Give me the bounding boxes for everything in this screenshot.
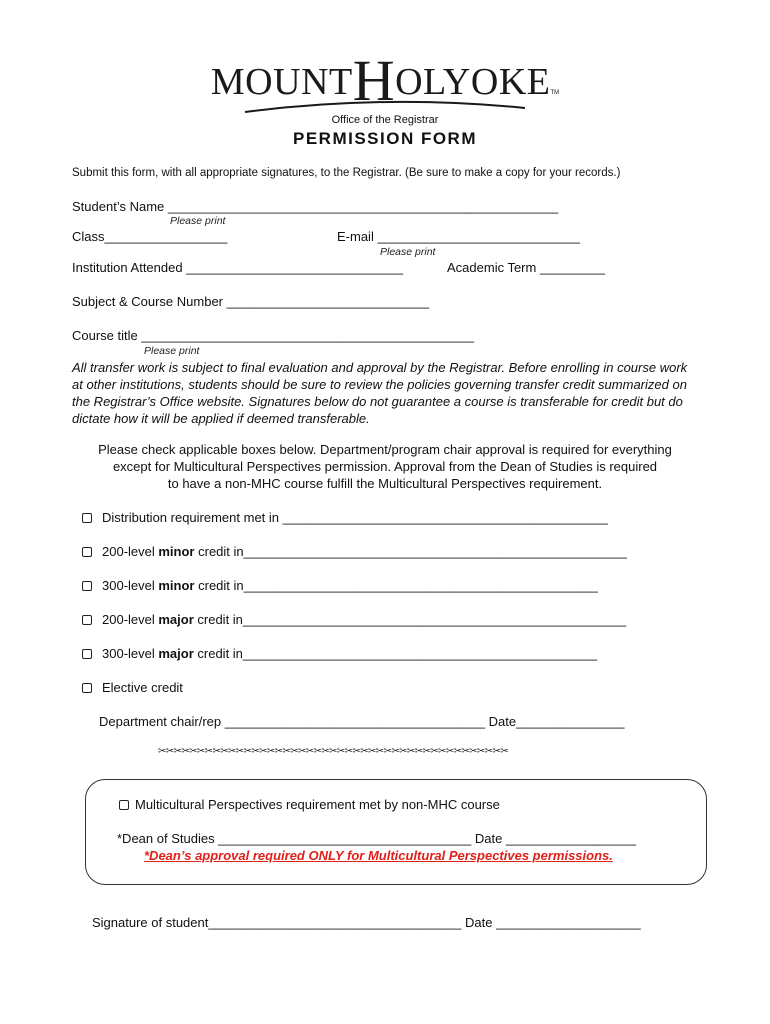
minor-200-checkbox[interactable]	[82, 547, 92, 557]
subject-course-field[interactable]: Subject & Course Number ____________________________	[72, 294, 430, 309]
office-name: Office of the Registrar	[331, 114, 439, 126]
label-suffix: credit in_________________________________________________	[193, 646, 598, 661]
please-print-hint: Please print	[380, 246, 436, 258]
label-emphasis: major	[158, 612, 194, 627]
label-suffix: credit in_____________________________________________________	[193, 612, 627, 627]
major-200-label	[102, 612, 626, 627]
multicultural-checkbox[interactable]	[119, 800, 129, 810]
logo-text-left: MOUNT	[210, 61, 353, 103]
minor-200-label	[102, 544, 627, 559]
email-field[interactable]: E-mail ____________________________	[337, 229, 580, 244]
logo-swoosh	[240, 96, 530, 116]
label-prefix: 200-level	[102, 544, 159, 559]
intro-text: Submit this form, with all appropriate signatures, to the Registrar. (Be sure to make a copy for your records.)	[72, 167, 621, 179]
dean-approval-note: *Dean’s approval required ONLY for Multicultural Perspectives permissions.	[144, 848, 613, 863]
academic-term-field[interactable]: Academic Term _________	[447, 260, 606, 275]
student-name-field[interactable]: Student’s Name ______________________________________________________	[72, 199, 559, 214]
distribution-option	[82, 510, 608, 525]
page-title: PERMISSION FORM	[292, 129, 477, 148]
label-suffix: credit in_________________________________________________	[194, 578, 598, 593]
label-emphasis: major	[158, 646, 194, 661]
minor-200-option	[82, 544, 627, 559]
label-prefix: 200-level	[102, 612, 159, 627]
logo-trademark: TM	[550, 90, 560, 96]
elective-checkbox[interactable]	[82, 683, 92, 693]
please-print-hint: Please print	[144, 345, 200, 357]
course-title-field[interactable]: Course title ______________________________________________	[72, 328, 474, 343]
logo-letter-h: H	[352, 48, 396, 113]
student-signature-line[interactable]: Signature of student___________________________________ Date ____________________	[92, 915, 641, 930]
major-200-checkbox[interactable]	[82, 615, 92, 625]
instructions-line: Please check applicable boxes below. Department/program chair approval is required for everything	[98, 442, 672, 457]
minor-300-label	[102, 578, 598, 593]
major-200-option	[82, 612, 626, 627]
label-suffix: credit in_____________________________________________________	[194, 544, 627, 559]
transfer-notice: All transfer work is subject to final evaluation and approval by the Registrar. Before enrolling in course work at other institutions, students should be sure to review the policies governing transfer credit summarized on the Registrar’s Office website. Signatures below do not guarantee a course is transferable for credit but do dictate how it will be applied if deemed transferable.	[72, 360, 688, 426]
logo-text-right: OLYOKE	[395, 61, 551, 103]
major-300-checkbox[interactable]	[82, 649, 92, 659]
institution-field[interactable]: Institution Attended ______________________________	[72, 260, 404, 275]
label-prefix: 300-level	[102, 646, 159, 661]
minor-300-checkbox[interactable]	[82, 581, 92, 591]
label-prefix: 300-level	[102, 578, 159, 593]
department-chair-line[interactable]: Department chair/rep ____________________________________ Date_______________	[99, 714, 625, 729]
major-300-option	[82, 646, 597, 661]
label-emphasis: minor	[158, 578, 195, 593]
instructions-line: to have a non-MHC course fulfill the Multicultural Perspectives requirement.	[167, 476, 603, 491]
major-300-label	[102, 646, 597, 661]
please-print-hint: Please print	[170, 215, 226, 227]
minor-300-option	[82, 578, 598, 593]
class-field[interactable]: Class_________________	[72, 229, 228, 244]
instructions-line: except for Multicultural Perspectives permission. Approval from the Dean of Studies is required	[112, 459, 658, 474]
elective-label: Elective credit	[102, 680, 183, 695]
scissors-divider: ✂✂✂✂✂✂✂✂✂✂✂✂✂✂✂✂✂✂✂✂✂✂✂✂✂✂✂✂✂✂✂✂✂✂✂✂✂✂✂✂✂✂✂✂✂	[158, 746, 509, 757]
distribution-label: Distribution requirement met in _____________________________________________	[102, 510, 608, 525]
elective-option	[82, 680, 183, 695]
dean-signature-line[interactable]: *Dean of Studies ___________________________________ Date __________________	[117, 831, 637, 846]
distribution-checkbox[interactable]	[82, 513, 92, 523]
multicultural-label: Multicultural Perspectives requirement met by non-MHC course	[135, 797, 500, 812]
label-emphasis: minor	[158, 544, 195, 559]
multicultural-option	[119, 797, 500, 812]
